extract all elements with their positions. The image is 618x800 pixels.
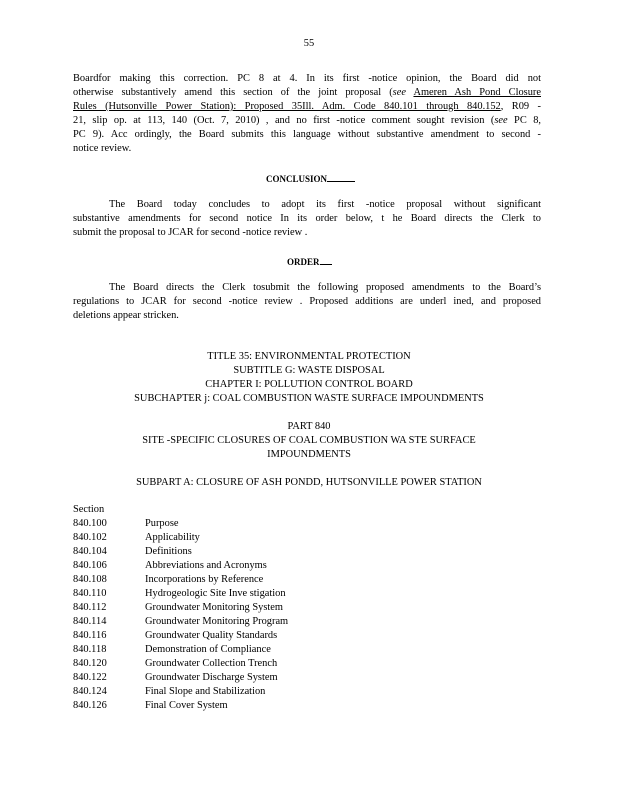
see-citation: see [494,115,508,126]
intro-line-4-text: 21, slip op. at 113, 140 (Oct. 7, 2010) , and no first -notice comment sought revision ( [73,115,495,126]
part-name-line-2: IMPOUNDMENTS [267,449,351,460]
toc-section-title: Groundwater Quality Standards [145,630,278,641]
subpart-line: SUBPART A: CLOSURE OF ASH PONDD, HUTSONVILLE POWER STATION [136,477,482,488]
toc-section-number: 840.104 [73,546,107,557]
order-line-1: The Board directs the Clerk tosubmit the following proposed amendments to the Board’s [109,282,541,293]
conclusion-line-2: substantive amendments for second notice In its order below, t he Board directs the Clerk to [73,213,541,224]
toc-section-title: Abbreviations and Acronyms [145,560,267,571]
toc-section-number: 840.118 [73,644,107,655]
toc-section-number: 840.102 [73,532,107,543]
page-number: 55 [303,38,315,49]
toc-section-title: Demonstration of Compliance [145,644,271,655]
toc-section-number: 840.120 [73,658,107,669]
toc-section-title: Incorporations by Reference [145,574,264,585]
intro-line-6: notice review. [73,143,132,154]
toc-section-title: Final Slope and Stabilization [145,686,266,697]
toc-section-number: 840.126 [73,700,107,711]
toc-section-number: 840.106 [73,560,107,571]
part-name-line-1: SITE -SPECIFIC CLOSURES OF COAL COMBUSTION WA STE SURFACE [142,435,476,446]
chapter-line: CHAPTER I: POLLUTION CONTROL BOARD [205,379,413,390]
subchapter-line: SUBCHAPTER j: COAL COMBUSTION WASTE SURFACE IMPOUNDMENTS [134,393,484,404]
intro-line-5: PC 9). Acc ordingly, the Board submits this language without substantive amendment to second - [73,129,541,140]
toc-section-title: Final Cover System [145,700,228,711]
heading-underline [327,172,355,182]
part-line: PART 840 [287,421,331,432]
toc-section-title: Groundwater Discharge System [145,672,278,683]
intro-line-4 [73,114,541,127]
intro-line-2-text: otherwise substantively amend this section of the joint proposal ( [73,87,393,98]
citation-link-part-1: Ameren Ash Pond Closure [413,87,541,98]
conclusion-heading-text: CONCLUSION [266,174,328,184]
title-line: TITLE 35: ENVIRONMENTAL PROTECTION [207,351,411,362]
order-heading-text: ORDER [287,257,320,267]
heading-underline [320,255,332,265]
see-citation: see [392,87,406,98]
toc-section-title: Hydrogeologic Site Inve stigation [145,588,286,599]
toc-section-title: Groundwater Collection Trench [145,658,278,669]
toc-section-number: 840.112 [73,602,107,613]
toc-section-number: 840.110 [73,588,107,599]
toc-section-number: 840.108 [73,574,107,585]
toc-section-number: 840.116 [73,630,107,641]
toc-section-title: Purpose [145,518,179,529]
order-line-2: regulations to JCAR for second -notice review . Proposed additions are underl ined, and proposed [73,296,541,307]
subtitle-line: SUBTITLE G: WASTE DISPOSAL [233,365,385,376]
order-line-3: deletions appear stricken. [73,310,179,321]
intro-line-3-text: , R09 - [500,101,542,112]
intro-line-3 [73,100,541,113]
conclusion-line-3: submit the proposal to JCAR for second -notice review . [73,227,308,238]
citation-link-part-2: Rules (Hutsonville Power Station): Proposed 35Ill. Adm. Code 840.101 through 840.152 [73,101,501,112]
conclusion-line-1: The Board today concludes to adopt its first -notice proposal without significant [109,199,541,210]
toc-section-title: Applicability [145,532,200,543]
conclusion-heading [266,172,355,186]
toc-section-title: Definitions [145,546,192,557]
toc-section-title: Groundwater Monitoring System [145,602,283,613]
toc-section-number: 840.114 [73,616,107,627]
intro-line-1: Boardfor making this correction. PC 8 at 4. In its first -notice opinion, the Board did not [73,73,541,84]
toc-header: Section [73,504,105,515]
toc-section-title: Groundwater Monitoring Program [145,616,289,627]
toc-section-number: 840.124 [73,686,107,697]
intro-line-2 [73,86,541,99]
toc-section-number: 840.122 [73,672,107,683]
toc-section-number: 840.100 [73,518,107,529]
order-heading [287,255,332,269]
intro-line-4-post: PC 8, [514,115,541,126]
